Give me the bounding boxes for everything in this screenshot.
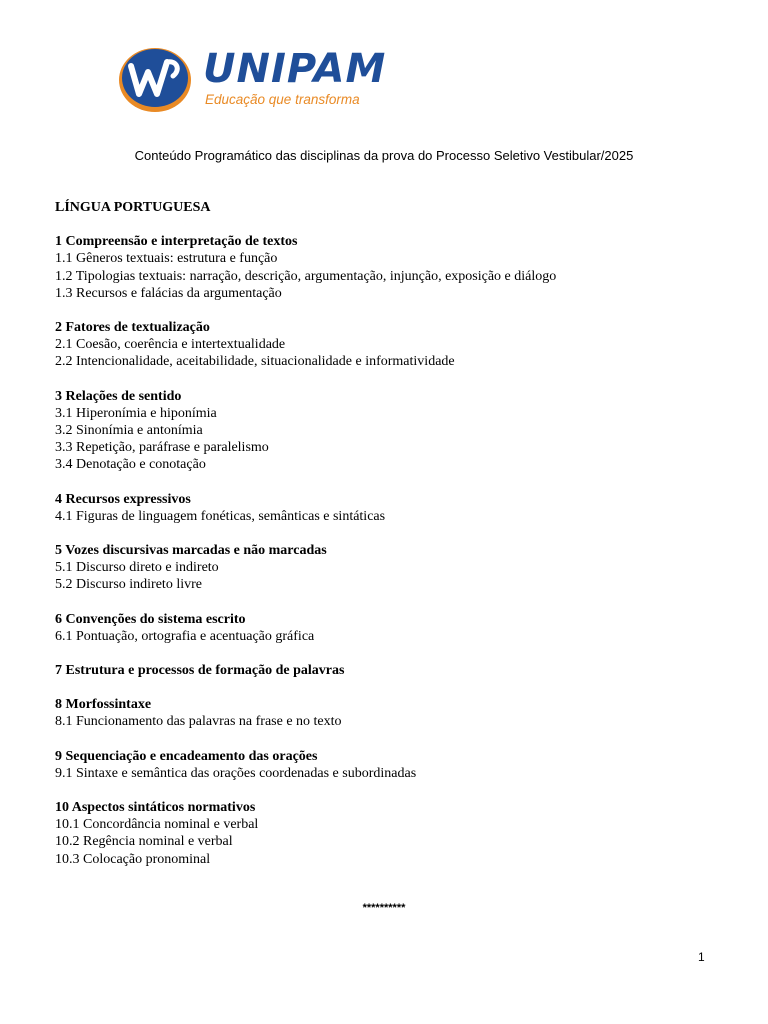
section — [55, 799, 735, 868]
section-item: 1.3 Recursos e falácias da argumentação — [55, 285, 282, 301]
section — [55, 491, 735, 525]
section-heading: 10 Aspectos sintáticos normativos — [55, 800, 256, 816]
section-heading: 2 Fatores de textualização — [55, 320, 210, 336]
section-heading: 7 Estrutura e processos de formação de palavras — [55, 663, 345, 679]
section-item: 3.4 Denotação e conotação — [55, 457, 206, 473]
logo-tagline: Educação que transforma — [205, 92, 360, 107]
section-heading: 3 Relações de sentido — [55, 388, 182, 404]
section-item: 10.1 Concordância nominal e verbal — [55, 817, 259, 833]
section-item: 8.1 Funcionamento das palavras na frase e no texto — [55, 714, 342, 730]
sections-list — [55, 233, 735, 868]
document-content — [55, 199, 735, 885]
section-heading: 6 Convenções do sistema escrito — [55, 611, 246, 627]
section — [55, 388, 735, 474]
section-item: 5.2 Discurso indireto livre — [55, 577, 202, 593]
section — [55, 319, 735, 371]
section — [55, 233, 735, 302]
subject-heading: LÍNGUA PORTUGUESA — [55, 200, 211, 215]
section-item: 3.1 Hiperonímia e hiponímia — [55, 405, 217, 421]
section — [55, 662, 735, 679]
section — [55, 611, 735, 645]
section-heading: 1 Compreensão e interpretação de textos — [55, 234, 298, 250]
logo-wordmark: UNIPAM — [203, 46, 387, 92]
section-item: 10.3 Colocação pronominal — [55, 851, 211, 867]
section-item: 4.1 Figuras de linguagem fonéticas, semânticas e sintáticas — [55, 508, 386, 524]
section-item: 10.2 Regência nominal e verbal — [55, 834, 233, 850]
page-number: 1 — [698, 950, 705, 964]
divider-asterisks: ********** — [362, 902, 406, 914]
section-heading: 9 Sequenciação e encadeamento das orações — [55, 748, 318, 764]
unipam-logo-mark-icon — [115, 42, 197, 116]
section-heading: 5 Vozes discursivas marcadas e não marcadas — [55, 543, 327, 559]
section — [55, 542, 735, 594]
section-item: 6.1 Pontuação, ortografia e acentuação gráfica — [55, 628, 315, 644]
section — [55, 748, 735, 782]
section-item: 3.3 Repetição, paráfrase e paralelismo — [55, 440, 269, 456]
section-item: 9.1 Sintaxe e semântica das orações coordenadas e subordinadas — [55, 765, 417, 781]
section-heading: 8 Morfossintaxe — [55, 697, 152, 713]
section-item: 5.1 Discurso direto e indireto — [55, 560, 219, 576]
document-title: Conteúdo Programático das disciplinas da prova do Processo Seletivo Vestibular/2025 — [134, 148, 634, 163]
section-item: 1.1 Gêneros textuais: estrutura e função — [55, 251, 278, 267]
section-item: 2.1 Coesão, coerência e intertextualidade — [55, 337, 286, 353]
unipam-logo — [115, 40, 387, 118]
section-item: 2.2 Intencionalidade, aceitabilidade, situacionalidade e informatividade — [55, 354, 455, 370]
section — [55, 696, 735, 730]
section-item: 1.2 Tipologias textuais: narração, descrição, argumentação, injunção, exposição e diálogo — [55, 268, 557, 284]
section-heading: 4 Recursos expressivos — [55, 491, 191, 507]
section-item: 3.2 Sinonímia e antonímia — [55, 423, 203, 439]
